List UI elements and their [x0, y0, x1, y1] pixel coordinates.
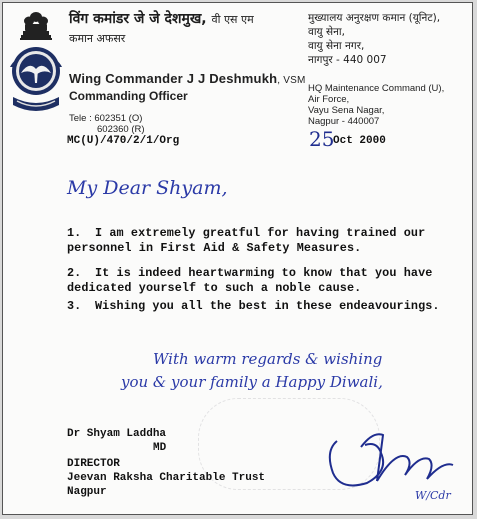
hindi-address — [308, 11, 440, 67]
english-address — [308, 83, 444, 127]
handwritten-closing-line: you & your family a Happy Diwali, — [121, 373, 383, 391]
paragraph-number: 1. — [67, 226, 82, 240]
signature-icon — [315, 411, 465, 501]
paragraph-line: It is indeed heartwarming to know that you have — [95, 266, 433, 280]
hindi-role: कमान अफसर — [69, 32, 126, 45]
paragraph-number: 2. — [67, 266, 82, 280]
paragraph-line: Wishing you all the best in these endeavourings. — [95, 299, 440, 313]
hindi-address-line: वायु सेना नगर, — [308, 40, 365, 52]
paragraph-line: I am extremely greatful for having trained our — [95, 226, 426, 240]
recipient-organisation: Jeevan Raksha Charitable Trust — [67, 472, 266, 484]
date-month-year: Oct 2000 — [333, 135, 386, 147]
recipient-degree: MD — [153, 442, 167, 454]
letter-page — [2, 2, 473, 515]
recipient-title: DIRECTOR — [67, 458, 120, 470]
officer-award: , VSM — [277, 75, 306, 86]
address-line: HQ Maintenance Command (U), — [308, 83, 445, 94]
hindi-address-line: वायु सेना, — [308, 26, 345, 38]
officer-name: Wing Commander J J Deshmukh — [69, 71, 278, 86]
telephone-residence: 602360 (R) — [97, 124, 145, 135]
officer-role: Commanding Officer — [69, 89, 188, 103]
telephone-office: Tele : 602351 (O) — [69, 113, 143, 124]
handwritten-closing-line: With warm regards & wishing — [153, 350, 383, 368]
recipient-city: Nagpur — [67, 486, 107, 498]
salutation: My Dear Shyam, — [67, 177, 228, 199]
hindi-address-line: नागपुर - 440 007 — [308, 54, 387, 66]
hindi-award: वी एस एम — [211, 13, 254, 26]
address-line: Nagpur - 440007 — [308, 116, 380, 127]
signature-initials: W/Cdr — [415, 489, 451, 502]
paragraph-line: dedicated yourself to such a noble cause. — [67, 281, 362, 295]
paragraph-number: 3. — [67, 299, 82, 313]
air-force-emblem-icon — [7, 9, 65, 123]
paragraph-line: personnel in First Aid & Safety Measures. — [67, 241, 362, 255]
hindi-address-line: मुख्यालय अनुरक्षण कमान (यूनिट), — [308, 12, 441, 24]
address-line: Vayu Sena Nagar, — [308, 105, 385, 116]
date-day-handwritten: 25 — [309, 127, 335, 151]
address-line: Air Force, — [308, 94, 350, 105]
hindi-officer-name: विंग कमांडर जे जे देशमुख, — [69, 11, 207, 27]
recipient-name: Dr Shyam Laddha — [67, 428, 167, 440]
reference-number: MC(U)/470/2/1/Org — [67, 135, 180, 147]
